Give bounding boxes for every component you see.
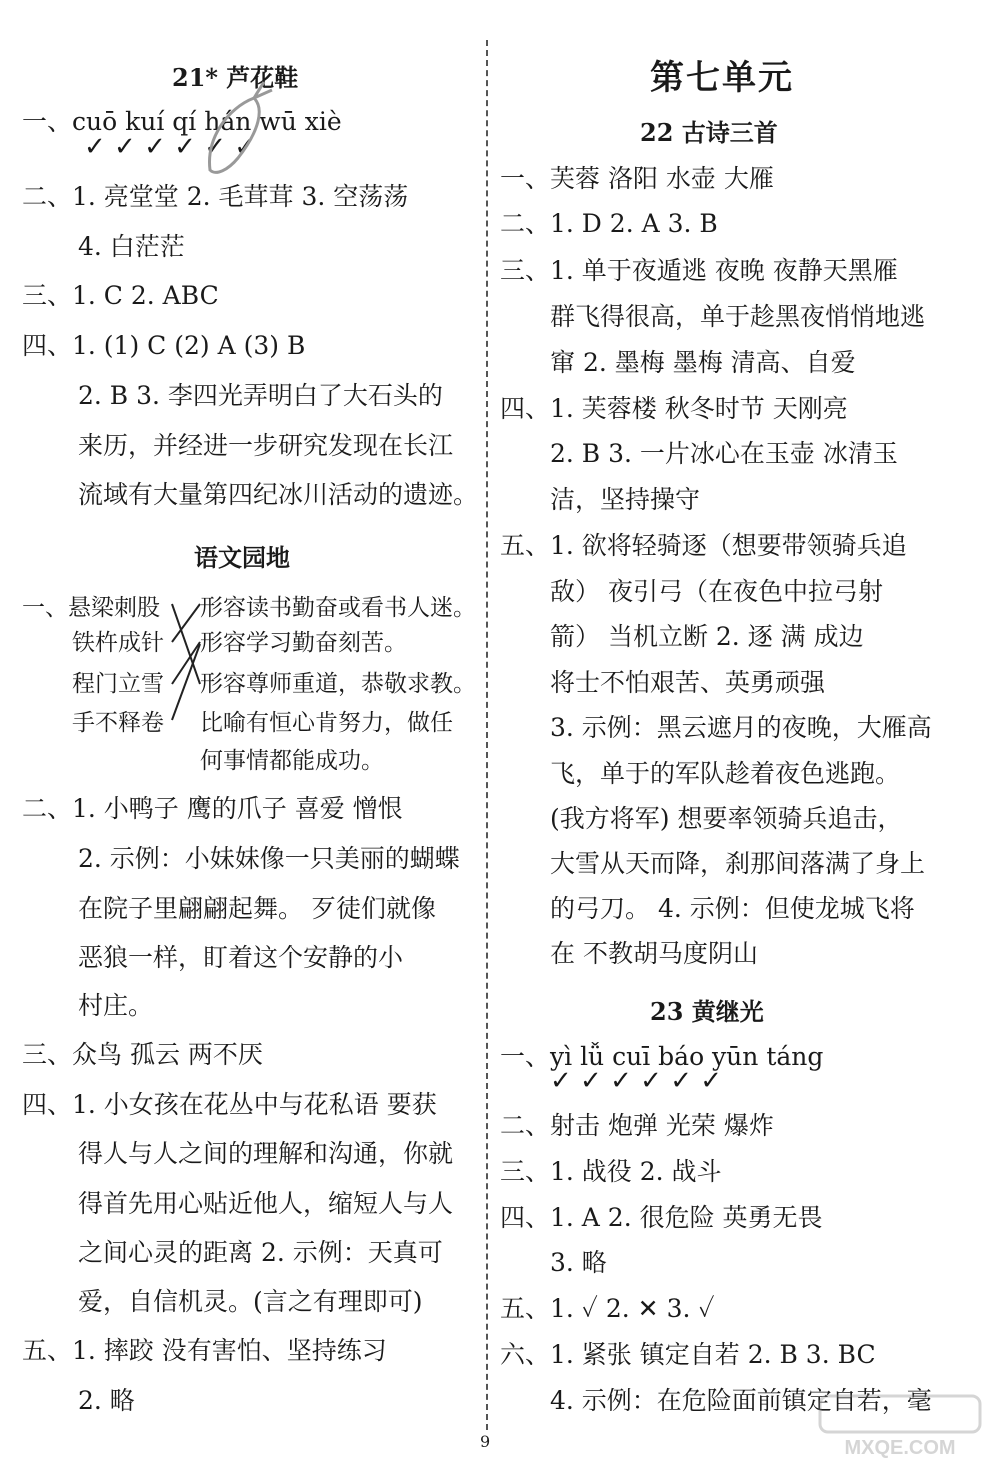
idiom-4: 手不释卷 [72, 710, 164, 736]
idiom-3: 程门立雪 [72, 671, 164, 697]
yw-q2-line4: 恶狼一样，盯着这个安静的小 [78, 943, 404, 972]
l22-q1: 一、芙蓉 洛阳 水壶 大雁 [500, 164, 774, 193]
l22-q4-line2: 2. B 3. 一片冰心在玉壶 冰清玉 [550, 439, 898, 468]
l23-q6-line2: 4. 示例：在危险面前镇定自若，毫 [550, 1386, 932, 1415]
l21-q2-4: 4. 白茫茫 [78, 232, 185, 261]
column-divider [486, 40, 488, 1430]
l22-q5-line3: 箭） 当机立断 2. 逐 满 成边 [550, 622, 864, 651]
check-marks-left: ✓ ✓ ✓ ✓ ✓ ✓ [84, 132, 257, 162]
l22-q5-line2: 敌） 夜引弓（在夜色中拉弓射 [550, 577, 883, 606]
page-number: 9 [480, 1432, 491, 1451]
l22-q5-line10: 在 不教胡马度阴山 [550, 939, 758, 968]
yw-q4-line4: 之间心灵的距离 2. 示例：天真可 [78, 1238, 443, 1267]
lesson-21-title: 21* 芦花鞋 [172, 63, 299, 92]
l21-q2: 二、1. 亮堂堂 2. 毛茸茸 3. 空荡荡 [22, 182, 409, 211]
yw-q2: 二、1. 小鸭子 鹰的爪子 喜爱 憎恨 [22, 794, 403, 823]
l23-q1: 一、yì lǚ cuī báo yūn táng [500, 1042, 824, 1071]
meaning-4: 比喻有恒心肯努力，做任 [200, 710, 453, 736]
l22-q2: 二、1. D 2. A 3. B [500, 209, 718, 238]
yw-q2-line2: 2. 示例：小妹妹像一只美丽的蝴蝶 [78, 844, 460, 873]
l22-q5: 五、1. 欲将轻骑逐（想要带领骑兵追 [500, 531, 907, 560]
yw-q4-line2: 得人与人之间的理解和沟通，你就 [78, 1139, 454, 1168]
lesson-22-title: 22 古诗三首 [640, 118, 778, 147]
meaning-2: 形容学习勤奋刻苦。 [200, 630, 407, 656]
meaning-3: 形容尊师重道，恭敬求教。 [200, 671, 476, 697]
l22-q5-line6: 飞，单于的军队趁着夜色逃跑。 [550, 759, 901, 788]
meaning-1: 形容读书勤奋或看书人迷。 [200, 595, 476, 621]
l23-q6: 六、1. 紧张 镇定自若 2. B 3. BC [500, 1340, 876, 1369]
lesson-23-title: 23 黄继光 [650, 997, 764, 1026]
carrot-stamp-icon [198, 78, 278, 188]
l22-q5-line5: 3. 示例：黑云遮月的夜晚，大雁高 [550, 713, 932, 742]
yw-q3: 三、众鸟 孤云 两不厌 [22, 1040, 263, 1069]
l23-q3: 三、1. 战役 2. 战斗 [500, 1157, 722, 1186]
yuwen-yuandi-title: 语文园地 [194, 543, 290, 572]
idiom-2: 铁杵成针 [72, 630, 164, 656]
l22-q5-line7: (我方将军) 想要率领骑兵追击， [550, 804, 903, 833]
l23-q4-line2: 3. 略 [550, 1248, 607, 1277]
check-marks-right: ✓ ✓ ✓ ✓ ✓ ✓ [550, 1066, 723, 1096]
l21-q3: 三、1. C 2. ABC [22, 281, 219, 310]
l22-q3-line2: 群飞得很高，单于趁黑夜悄悄地逃 [550, 302, 926, 331]
yw-q4-line3: 得首先用心贴近他人，缩短人与人 [78, 1189, 454, 1218]
yw-q2-line3: 在院子里翩翩起舞。 歹徒们就像 [78, 894, 436, 923]
watermark-logo [812, 1392, 990, 1464]
l22-q5-line9: 的弓刀。 4. 示例：但使龙城飞将 [550, 894, 915, 923]
unit-seven-title: 第七单元 [650, 58, 794, 98]
l23-q5: 五、1. ✓ 2. ✕ 3. ✓ [500, 1294, 715, 1323]
l21-q4-line4: 流域有大量第四纪冰川活动的遗迹。 [78, 480, 479, 509]
l22-q5-line4: 将士不怕艰苦、英勇顽强 [550, 668, 826, 697]
yw-q5-line2: 2. 略 [78, 1386, 135, 1415]
l22-q4: 四、1. 芙蓉楼 秋冬时节 天刚亮 [500, 394, 848, 423]
l21-q4-line2: 2. B 3. 李四光弄明白了大石头的 [78, 381, 443, 410]
l22-q3: 三、1. 单于夜遁逃 夜晚 夜静天黑雁 [500, 256, 898, 285]
l21-q4-line3: 来历，并经进一步研究发现在长江 [78, 431, 454, 460]
idiom-1: 一、悬梁刺股 [22, 595, 160, 621]
l23-q2: 二、射击 炮弹 光荣 爆炸 [500, 1111, 774, 1140]
yw-q4: 四、1. 小女孩在花丛中与花私语 要获 [22, 1090, 437, 1119]
l22-q3-line3: 窜 2. 墨梅 墨梅 清高、自爱 [550, 348, 856, 377]
l22-q5-line8: 大雪从天而降，刹那间落满了身上 [550, 849, 926, 878]
svg-text:MXQE.COM: MXQE.COM [844, 1437, 956, 1459]
l21-q1: 一、cuō kuí qí hán wū xiè [22, 107, 342, 136]
meaning-5: 何事情都能成功。 [200, 748, 384, 774]
yw-q5: 五、1. 摔跤 没有害怕、坚持练习 [22, 1336, 387, 1365]
l21-q4: 四、1. (1) C (2) A (3) B [22, 331, 306, 360]
l22-q4-line3: 洁，坚持操守 [550, 485, 701, 514]
l23-q4: 四、1. A 2. 很危险 英勇无畏 [500, 1203, 823, 1232]
yw-q2-line5: 村庄。 [78, 991, 154, 1020]
yw-q4-line5: 爱，自信机灵。(言之有理即可) [78, 1287, 423, 1316]
